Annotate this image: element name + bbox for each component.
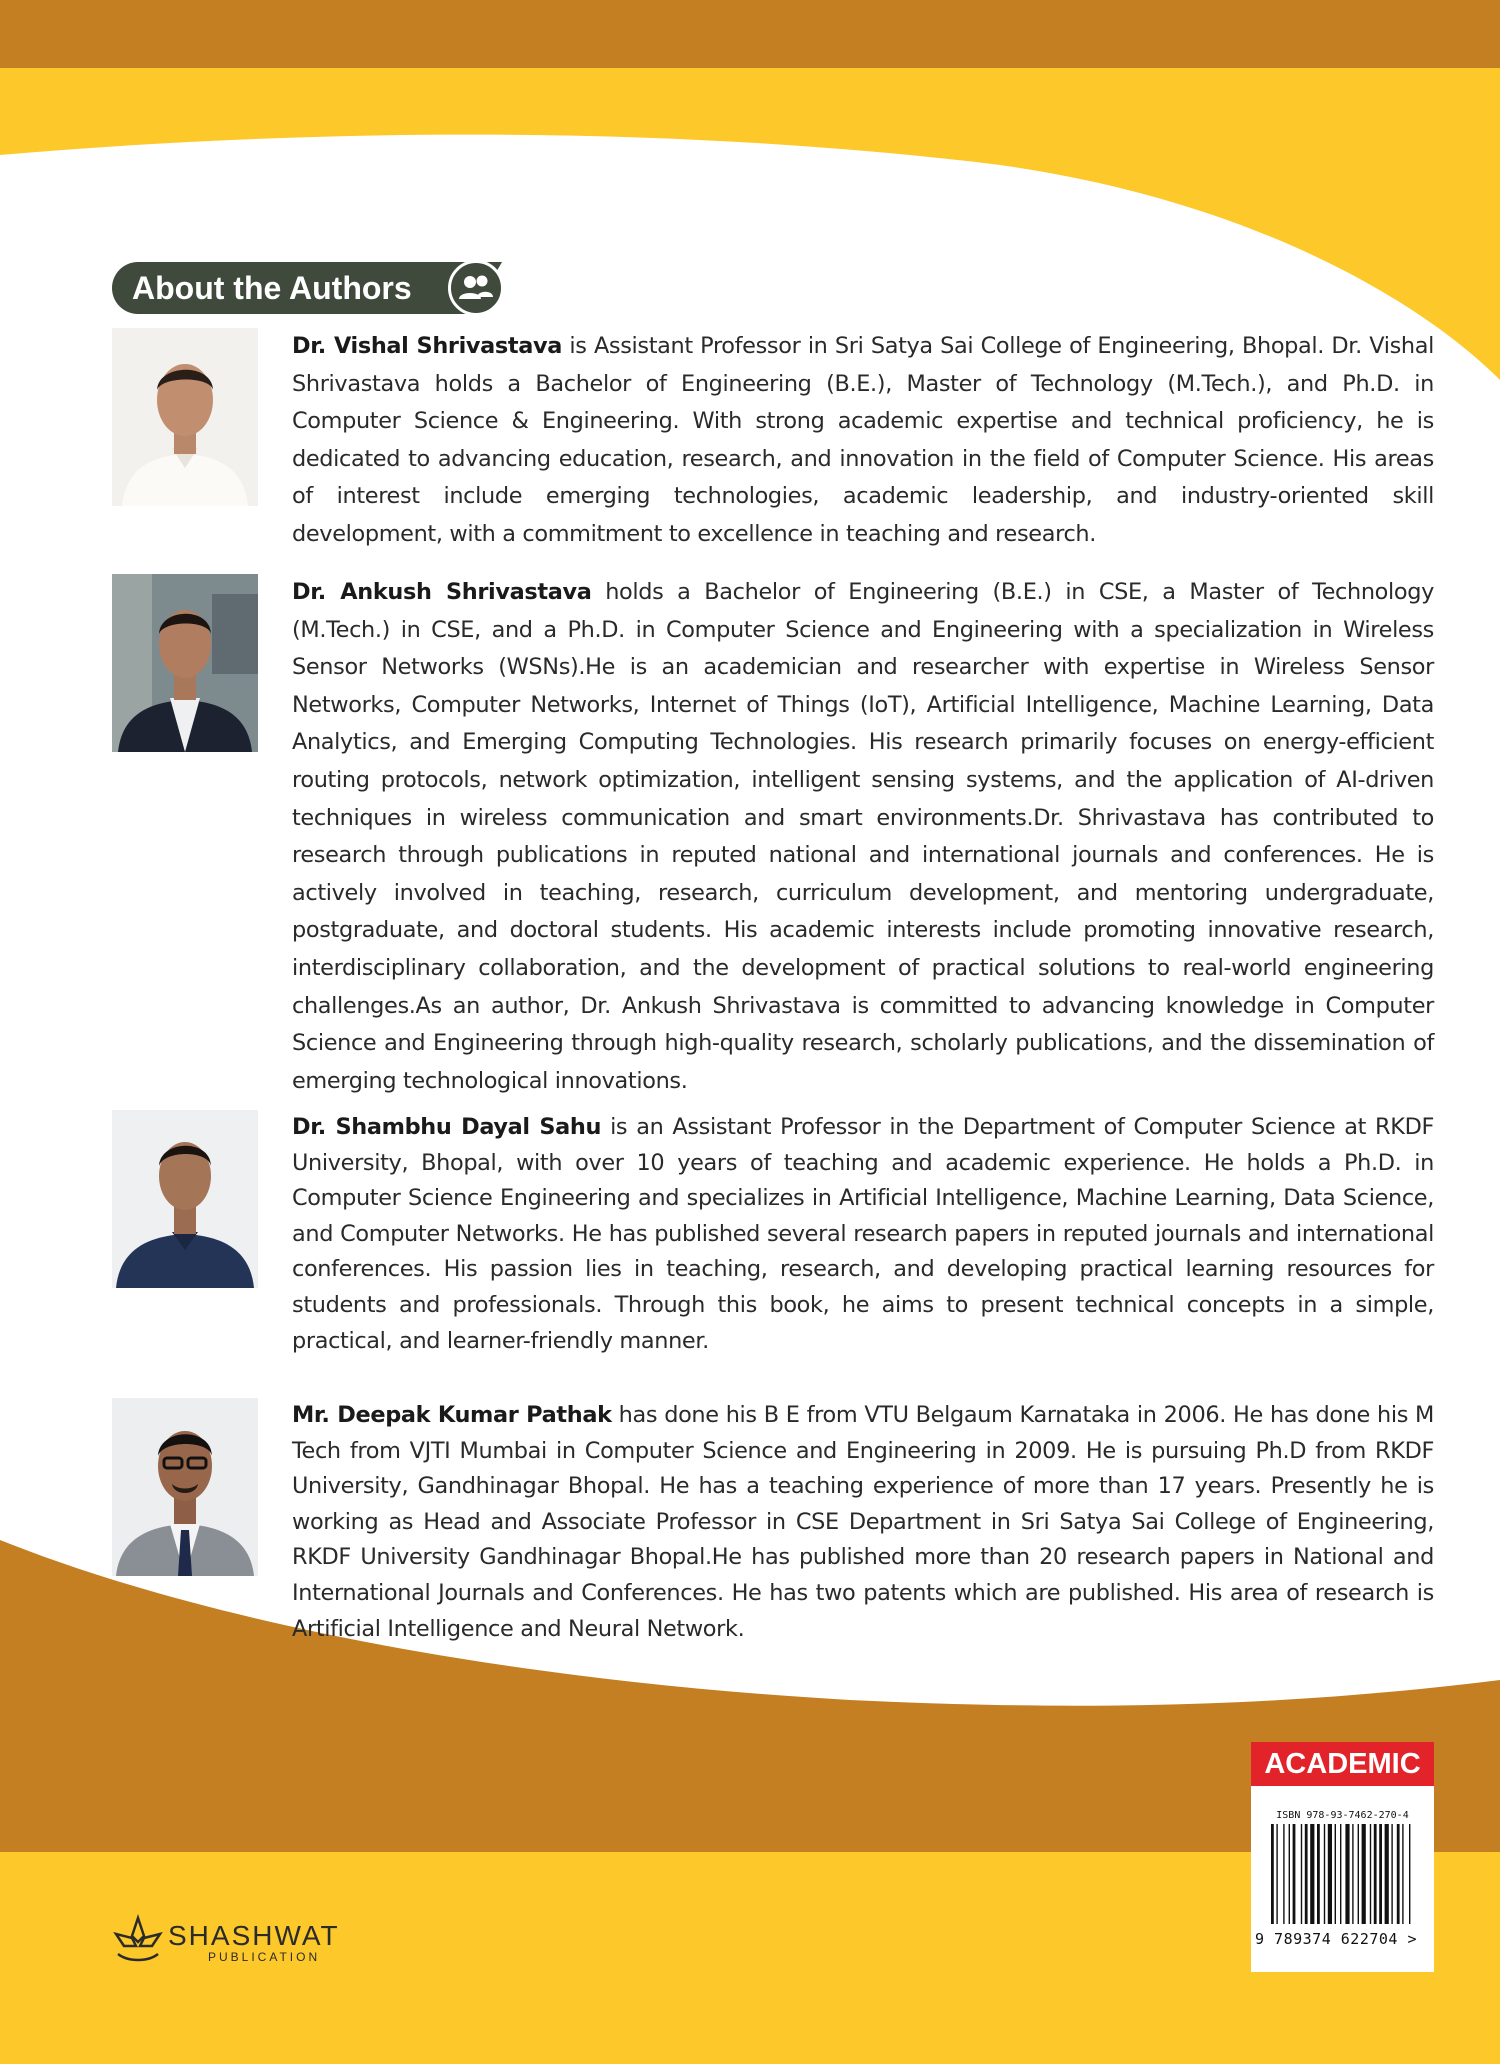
barcode-stripe [1409, 1824, 1410, 1924]
author-bio-text: holds a Bachelor of Engineering (B.E.) in CSE, a Master of Technology (M.Tech.) in CSE, and a Ph.D. in Computer Science and Engineering with a specialization in Wireless Sensor Networks (WSNs).He is an academician and researcher with expertise in Wireless Sensor Networks, Computer Networks, Internet of Things (IoT), Artificial Intelligence, Machine Learning, Data Analytics, and Emerging Computing Technologies. His research primarily focuses on energy-efficient routing protocols, network optimization, intelligent sensing systems, and the application of AI-driven techniques in wireless communication and smart environments.Dr. Shrivastava has contributed to research through publications in reputed national and international journals and conferences. He is actively involved in teaching, research, curriculum development, and mentoring undergraduate, postgraduate, and doctoral students. His academic interests include promoting innovative research, interdisciplinary collaboration, and the development of practical solutions to real-world engineering challenges.As an author, Dr. Ankush Shrivastava is committed to advancing knowledge in Computer Science and Engineering through high-quality research, scholarly publications, and the dissemination of emerging technological innovations. [292, 579, 1435, 1094]
lotus-icon [110, 1912, 166, 1968]
barcode-stripe [1335, 1824, 1336, 1924]
publisher-logo [110, 1912, 350, 1968]
author-bio-deepak [292, 1398, 1434, 1647]
author-bio-vishal [292, 328, 1434, 554]
barcode-stripe [1352, 1824, 1353, 1924]
academic-label: ACADEMIC [1251, 1742, 1434, 1786]
isbn-text: ISBN 978-93-7462-270-4 [1276, 1810, 1409, 1821]
author-name: Mr. Deepak Kumar Pathak [292, 1402, 612, 1428]
author-name: Dr. Ankush Shrivastava [292, 579, 592, 605]
barcode-stripe [1362, 1824, 1366, 1924]
section-title: About the Authors [112, 262, 472, 314]
barcode-stripe [1317, 1824, 1320, 1924]
barcode-stripe [1328, 1824, 1332, 1924]
barcode-stripe [1293, 1824, 1296, 1924]
barcode-stripe [1385, 1824, 1389, 1924]
barcode-stripe [1345, 1824, 1349, 1924]
barcode-stripe [1271, 1824, 1274, 1924]
barcode-stripe [1340, 1824, 1341, 1924]
author-bio-text: is Assistant Professor in Sri Satya Sai College of Engineering, Bhopal. Dr. Vishal Shrivastava holds a Bachelor of Engineering (B.E.), Master of Technology (M.Tech.), and Ph.D. in Computer Science & Engineering. With strong academic expertise and technical proficiency, he is dedicated to advancing education, research, and innovation in the field of Computer Science. His areas of interest include emerging technologies, academic leadership, and industry-oriented skill development, with a commitment to excellence in teaching and research. [292, 333, 1434, 547]
publisher-sub: PUBLICATION [208, 1950, 321, 1964]
author-photo-ankush [112, 574, 258, 752]
publisher-name: SHASHWAT [168, 1920, 340, 1951]
author-bio-text: is an Assistant Professor in the Department of Computer Science at RKDF University, Bhopal, with over 10 years of teaching and academic experience. He holds a Ph.D. in Computer Science Engineering and specializes in Artificial Intelligence, Machine Learning, Data Science, and Computer Networks. He has published several research papers in reputed journals and international conferences. His passion lies in teaching, research, and developing practical learning resources for students and professionals. Through this book, he aims to present technical concepts in a simple, practical, and learner-friendly manner. [292, 1114, 1434, 1354]
author-photo-shambhu [112, 1110, 258, 1288]
barcode-bars [1251, 1824, 1434, 1934]
people-icon [448, 260, 504, 316]
author-photo-vishal [112, 328, 258, 506]
barcode-stripe [1283, 1824, 1284, 1924]
author-name: Dr. Vishal Shrivastava [292, 333, 563, 359]
author-name: Dr. Shambhu Dayal Sahu [292, 1114, 602, 1140]
barcode-stripe [1305, 1824, 1308, 1924]
author-bio-text: has done his B E from VTU Belgaum Karnataka in 2006. He has done his M Tech from VJTI Mumbai in Computer Science and Engineering in 2009. He is pursuing Ph.D from RKDF University, Gandhinagar Bhopal. He has a teaching experience of more than 17 years. Presently he is working as Head and Associate Professor in CSE Department in Sri Satya Sai College of Engineering, RKDF University Gandhinagar Bhopal.He has published more than 20 research papers in National and International Journals and Conferences. He has two patents which are published. His area of research is Artificial Intelligence and Neural Network. [292, 1402, 1434, 1642]
top-dark-band [0, 0, 1500, 68]
barcode-stripe [1370, 1824, 1371, 1924]
barcode-stripe [1310, 1824, 1314, 1924]
barcode-number: 9 789374 622704 > [1255, 1930, 1418, 1948]
barcode-stripe [1397, 1824, 1400, 1924]
barcode-stripe [1324, 1824, 1325, 1924]
barcode-stripe [1374, 1824, 1377, 1924]
author-photo-deepak [112, 1398, 258, 1576]
barcode-stripe [1358, 1824, 1359, 1924]
author-bio-ankush [292, 574, 1434, 1100]
barcode-stripe [1379, 1824, 1382, 1924]
barcode-stripe [1289, 1824, 1290, 1924]
author-bio-shambhu [292, 1110, 1434, 1359]
barcode-stripe [1391, 1824, 1392, 1924]
barcode-block [1251, 1742, 1434, 1972]
barcode-stripe [1276, 1824, 1277, 1924]
barcode-stripe [1402, 1824, 1403, 1924]
barcode-stripe [1301, 1824, 1302, 1924]
